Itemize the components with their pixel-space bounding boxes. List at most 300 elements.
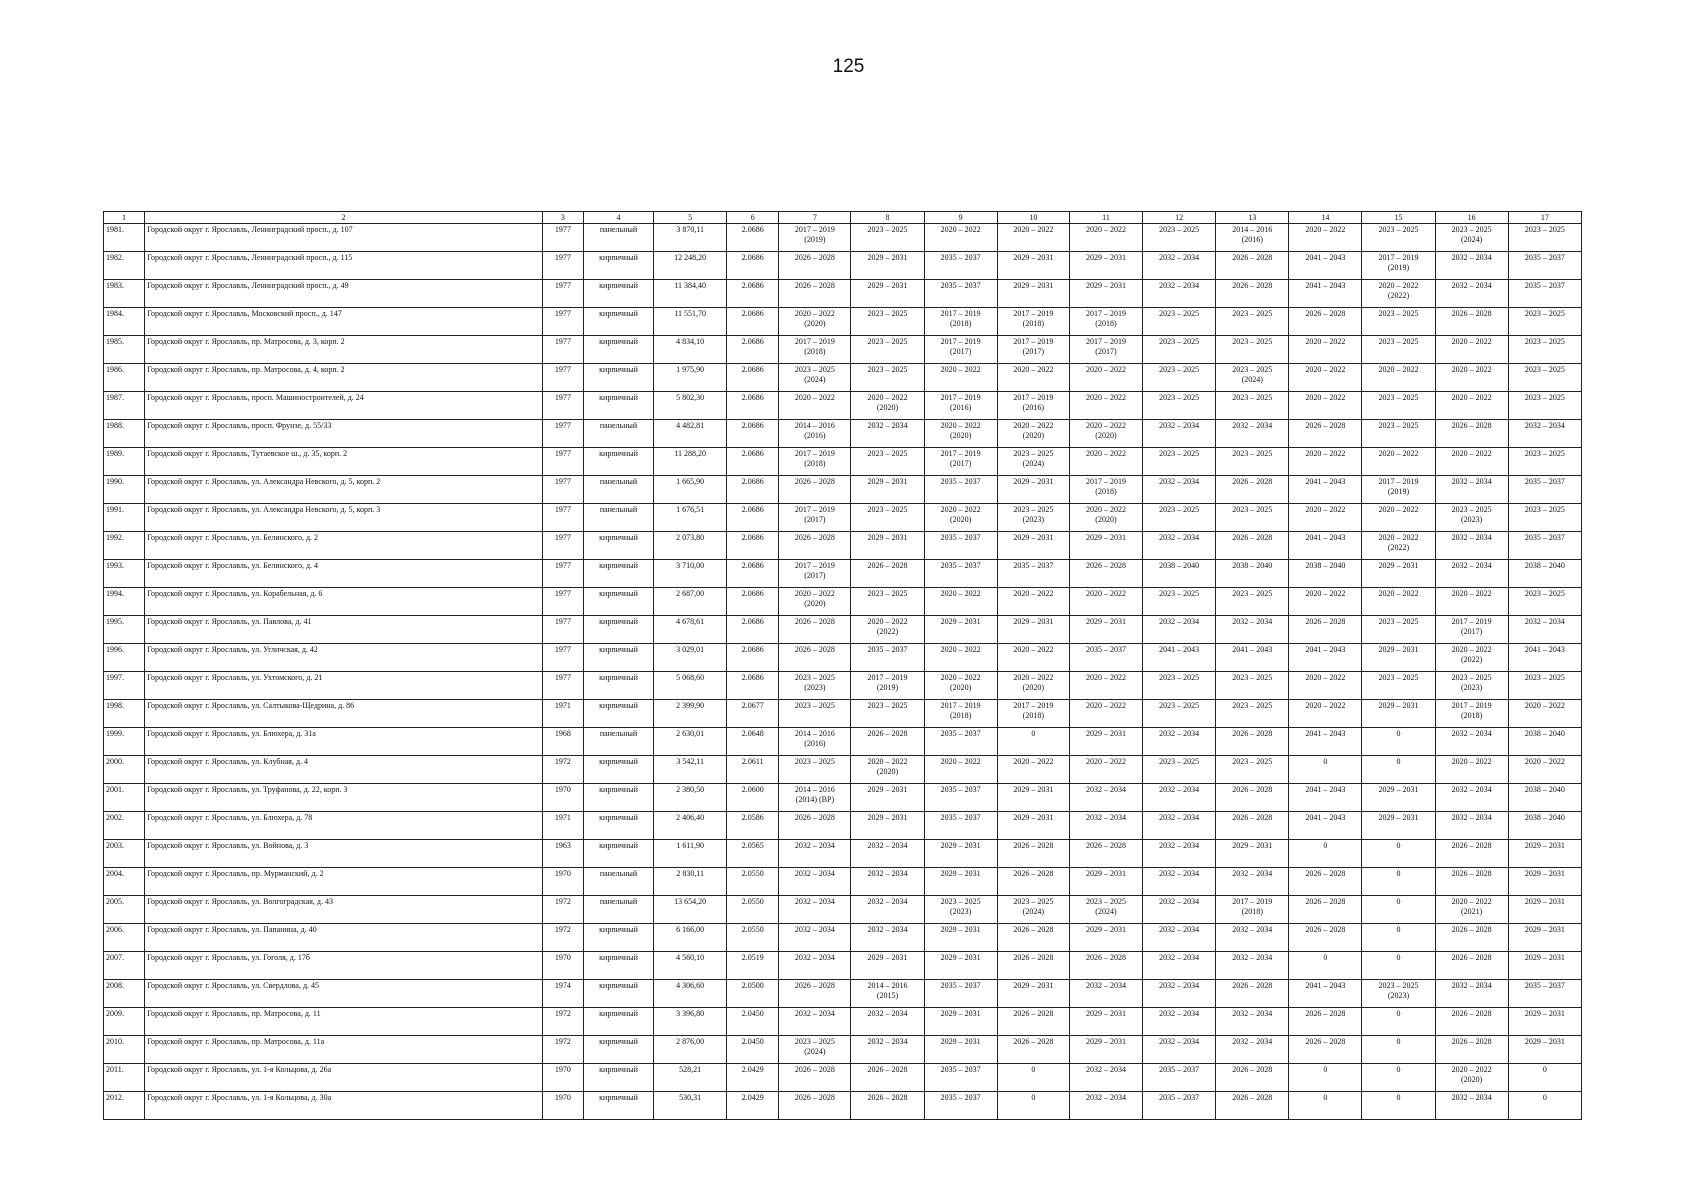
column-header: 14 — [1289, 212, 1362, 224]
table-cell: 2020 – 2022 (2020) — [1069, 420, 1142, 448]
table-cell: 2032 – 2034 — [1216, 868, 1289, 896]
table-cell: 2029 – 2031 — [997, 252, 1069, 280]
table-cell: 2035 – 2037 — [1508, 476, 1581, 504]
table-cell: 2032 – 2034 — [851, 1036, 924, 1064]
table-cell: 2 876,00 — [654, 1036, 727, 1064]
table-cell: 2026 – 2028 — [1216, 812, 1289, 840]
table-cell: панельный — [583, 868, 653, 896]
row-number-cell: 2008. — [104, 980, 145, 1008]
table-row — [104, 1008, 1582, 1036]
table-cell: 2023 – 2025 — [1143, 672, 1216, 700]
table-cell: 2026 – 2028 — [997, 840, 1069, 868]
table-cell: 2020 – 2022 — [997, 588, 1069, 616]
table-cell: 2023 – 2025 — [851, 224, 924, 252]
table-cell: 2032 – 2034 — [1435, 1092, 1508, 1120]
table-cell: 2029 – 2031 — [1508, 1008, 1581, 1036]
table-row — [104, 252, 1582, 280]
row-number-cell: 1993. — [104, 560, 145, 588]
table-cell: 2029 – 2031 — [1069, 1036, 1142, 1064]
table-cell: 1970 — [542, 868, 583, 896]
table-cell: 2026 – 2028 — [1289, 924, 1362, 952]
table-cell: 2026 – 2028 — [1435, 308, 1508, 336]
table-cell: 2020 – 2022 — [1289, 588, 1362, 616]
table-cell: 2023 – 2025 — [1216, 756, 1289, 784]
table-cell: 5 802,30 — [654, 392, 727, 420]
address-cell: Городской округ г. Ярославль, ул. Блюхера, д. 78 — [145, 812, 543, 840]
table-cell: 2029 – 2031 — [1069, 1008, 1142, 1036]
table-cell: 2029 – 2031 — [1069, 616, 1142, 644]
table-cell: 1977 — [542, 616, 583, 644]
table-cell: 2017 – 2019 (2018) — [997, 308, 1069, 336]
table-cell: 2023 – 2025 (2023) — [1435, 504, 1508, 532]
table-cell: 2032 – 2034 — [1435, 252, 1508, 280]
row-number-cell: 1984. — [104, 308, 145, 336]
table-cell: 2026 – 2028 — [1289, 616, 1362, 644]
table-cell: 2020 – 2022 — [1362, 364, 1435, 392]
address-cell: Городской округ г. Ярославль, ул. Труфанова, д. 22, корп. 3 — [145, 784, 543, 812]
table-cell: 2026 – 2028 — [779, 280, 851, 308]
table-cell: 1977 — [542, 672, 583, 700]
table-cell: 2026 – 2028 — [779, 812, 851, 840]
table-cell: 2020 – 2022 — [1069, 672, 1142, 700]
table-cell: 2020 – 2022 — [997, 364, 1069, 392]
table-cell: 2026 – 2028 — [779, 1064, 851, 1092]
table-cell: 2026 – 2028 — [1435, 924, 1508, 952]
table-cell: 2023 – 2025 — [1508, 504, 1581, 532]
table-cell: 2038 – 2040 — [1508, 812, 1581, 840]
table-cell: 0 — [1362, 840, 1435, 868]
table-cell: кирпичный — [583, 1092, 653, 1120]
address-cell: Городской округ г. Ярославль, пр. Матросова, д. 11 — [145, 1008, 543, 1036]
row-number-cell: 1983. — [104, 280, 145, 308]
table-cell: 2032 – 2034 — [1143, 532, 1216, 560]
table-cell: 2 830,11 — [654, 868, 727, 896]
row-number-cell: 2011. — [104, 1064, 145, 1092]
table-cell: 2.0429 — [727, 1092, 779, 1120]
table-cell: 2020 – 2022 (2020) — [997, 672, 1069, 700]
column-header: 3 — [542, 212, 583, 224]
table-cell: 2035 – 2037 — [924, 560, 997, 588]
table-cell: 2020 – 2022 — [1435, 336, 1508, 364]
table-cell: 2017 – 2019 (2016) — [924, 392, 997, 420]
table-cell: 2029 – 2031 — [997, 616, 1069, 644]
table-row — [104, 1064, 1582, 1092]
table-cell: 3 870,11 — [654, 224, 727, 252]
table-cell: 1974 — [542, 980, 583, 1008]
table-cell: 1970 — [542, 952, 583, 980]
table-cell: 2023 – 2025 — [1508, 448, 1581, 476]
address-cell: Городской округ г. Ярославль, пр. Мурманский, д. 2 — [145, 868, 543, 896]
table-cell: 2023 – 2025 — [851, 448, 924, 476]
table-cell: 2032 – 2034 — [1069, 1064, 1142, 1092]
table-cell: 2041 – 2043 — [1216, 644, 1289, 672]
table-cell: 2023 – 2025 — [851, 588, 924, 616]
address-cell: Городской округ г. Ярославль, просп. Машиностроителей, д. 24 — [145, 392, 543, 420]
table-cell: кирпичный — [583, 924, 653, 952]
table-cell: 6 166,00 — [654, 924, 727, 952]
table-cell: 2029 – 2031 — [1508, 1036, 1581, 1064]
table-cell: 2032 – 2034 — [851, 1008, 924, 1036]
table-cell: 3 396,80 — [654, 1008, 727, 1036]
table-row — [104, 336, 1582, 364]
table-row — [104, 616, 1582, 644]
table-cell: 0 — [1362, 952, 1435, 980]
table-cell: 1972 — [542, 1036, 583, 1064]
table-cell: 2017 – 2019 (2019) — [851, 672, 924, 700]
table-cell: 3 542,11 — [654, 756, 727, 784]
table-cell: 2023 – 2025 — [1508, 336, 1581, 364]
table-cell: 1977 — [542, 392, 583, 420]
row-number-cell: 1989. — [104, 448, 145, 476]
table-cell: 2035 – 2037 — [924, 1064, 997, 1092]
table-cell: 3 029,01 — [654, 644, 727, 672]
table-cell: 2026 – 2028 — [997, 868, 1069, 896]
table-cell: 2032 – 2034 — [1143, 896, 1216, 924]
table-cell: 1971 — [542, 700, 583, 728]
table-cell: кирпичный — [583, 336, 653, 364]
table-row — [104, 868, 1582, 896]
table-row — [104, 784, 1582, 812]
row-number-cell: 1998. — [104, 700, 145, 728]
table-cell: 2026 – 2028 — [779, 616, 851, 644]
table-cell: 2020 – 2022 (2020) — [924, 420, 997, 448]
table-cell: 2023 – 2025 — [1508, 308, 1581, 336]
table-cell: 2029 – 2031 — [997, 476, 1069, 504]
table-cell: 2029 – 2031 — [851, 476, 924, 504]
row-number-cell: 2001. — [104, 784, 145, 812]
table-cell: 2032 – 2034 — [1143, 476, 1216, 504]
table-cell: 2023 – 2025 — [1216, 448, 1289, 476]
address-cell: Городской округ г. Ярославль, ул. Павлова, д. 41 — [145, 616, 543, 644]
table-cell: 13 654,20 — [654, 896, 727, 924]
table-cell: 2.0686 — [727, 504, 779, 532]
row-number-cell: 2003. — [104, 840, 145, 868]
table-cell: кирпичный — [583, 280, 653, 308]
table-cell: 1 611,90 — [654, 840, 727, 868]
table-cell: 1972 — [542, 924, 583, 952]
table-cell: 2.0686 — [727, 448, 779, 476]
table-cell: 0 — [997, 1092, 1069, 1120]
table-cell: 2.0519 — [727, 952, 779, 980]
table-cell: 2020 – 2022 — [1289, 392, 1362, 420]
table-cell: 2023 – 2025 — [851, 504, 924, 532]
table-cell: 2026 – 2028 — [997, 924, 1069, 952]
table-cell: 2041 – 2043 — [1143, 644, 1216, 672]
table-cell: кирпичный — [583, 1036, 653, 1064]
table-cell: 2032 – 2034 — [1508, 420, 1581, 448]
table-cell: 2017 – 2019 (2018) — [1435, 700, 1508, 728]
table-cell: 2029 – 2031 — [1362, 784, 1435, 812]
table-cell: 2020 – 2022 — [1435, 448, 1508, 476]
table-cell: 2020 – 2022 — [997, 224, 1069, 252]
table-cell: 4 560,10 — [654, 952, 727, 980]
table-cell: 1977 — [542, 532, 583, 560]
address-cell: Городской округ г. Ярославль, ул. 1-я Кольцова, д. 26а — [145, 1064, 543, 1092]
table-cell: 2.0550 — [727, 924, 779, 952]
table-cell: 2023 – 2025 — [1143, 504, 1216, 532]
table-cell: 2035 – 2037 — [997, 560, 1069, 588]
address-cell: Городской округ г. Ярославль, ул. Гоголя, д. 17б — [145, 952, 543, 980]
table-cell: 2032 – 2034 — [1143, 980, 1216, 1008]
table-cell: кирпичный — [583, 784, 653, 812]
address-cell: Городской округ г. Ярославль, Тутаевское ш., д. 35, корп. 2 — [145, 448, 543, 476]
table-cell: 2032 – 2034 — [1143, 812, 1216, 840]
table-row — [104, 280, 1582, 308]
table-cell: 2017 – 2019 (2017) — [779, 504, 851, 532]
table-cell: 2041 – 2043 — [1508, 644, 1581, 672]
table-cell: 2035 – 2037 — [1508, 252, 1581, 280]
table-cell: 1977 — [542, 280, 583, 308]
table-cell: 2035 – 2037 — [924, 980, 997, 1008]
table-cell: 2017 – 2019 (2018) — [997, 700, 1069, 728]
table-row — [104, 728, 1582, 756]
table-cell: 2026 – 2028 — [851, 560, 924, 588]
table-cell: 2023 – 2025 — [1143, 224, 1216, 252]
table-cell: 2014 – 2016 (2014) (ВР) — [779, 784, 851, 812]
table-cell: 2029 – 2031 — [924, 1036, 997, 1064]
table-cell: 2035 – 2037 — [1508, 980, 1581, 1008]
table-cell: 2032 – 2034 — [1143, 616, 1216, 644]
table-cell: 2017 – 2019 (2017) — [1069, 336, 1142, 364]
table-cell: 2023 – 2025 — [1362, 420, 1435, 448]
table-cell: 2029 – 2031 — [924, 616, 997, 644]
table-cell: 1972 — [542, 896, 583, 924]
table-cell: кирпичный — [583, 448, 653, 476]
table-cell: кирпичный — [583, 532, 653, 560]
table-cell: 2023 – 2025 (2024) — [779, 364, 851, 392]
table-cell: 2026 – 2028 — [1435, 1008, 1508, 1036]
table-cell: 2020 – 2022 — [1435, 392, 1508, 420]
table-cell: 2.0429 — [727, 1064, 779, 1092]
table-cell: 2023 – 2025 (2024) — [1069, 896, 1142, 924]
table-cell: 1963 — [542, 840, 583, 868]
row-number-cell: 2004. — [104, 868, 145, 896]
address-cell: Городской округ г. Ярославль, Ленинградский просп., д. 49 — [145, 280, 543, 308]
table-cell: 2026 – 2028 — [779, 476, 851, 504]
table-cell: 2041 – 2043 — [1289, 644, 1362, 672]
table-cell: 2.0550 — [727, 896, 779, 924]
table-cell: кирпичный — [583, 980, 653, 1008]
table-cell: 2.0565 — [727, 840, 779, 868]
table-cell: 2023 – 2025 (2023) — [924, 896, 997, 924]
table-cell: 2020 – 2022 (2022) — [1362, 532, 1435, 560]
table-cell: 0 — [1508, 1092, 1581, 1120]
table-cell: 2 399,90 — [654, 700, 727, 728]
table-cell: 1977 — [542, 252, 583, 280]
table-cell: 2029 – 2031 — [997, 532, 1069, 560]
table-row — [104, 448, 1582, 476]
table-cell: 1968 — [542, 728, 583, 756]
table-cell: 2038 – 2040 — [1143, 560, 1216, 588]
table-cell: 2041 – 2043 — [1289, 784, 1362, 812]
table-cell: 2038 – 2040 — [1508, 728, 1581, 756]
table-cell: 0 — [1362, 924, 1435, 952]
column-header: 8 — [851, 212, 924, 224]
table-cell: панельный — [583, 504, 653, 532]
row-number-cell: 1992. — [104, 532, 145, 560]
table-cell: 2026 – 2028 — [1435, 1036, 1508, 1064]
table-cell: кирпичный — [583, 700, 653, 728]
table-cell: 2029 – 2031 — [1508, 896, 1581, 924]
row-number-cell: 1990. — [104, 476, 145, 504]
table-cell: 2020 – 2022 — [997, 756, 1069, 784]
row-number-cell: 1985. — [104, 336, 145, 364]
table-cell: 2029 – 2031 — [1508, 924, 1581, 952]
table-cell: 2023 – 2025 — [1508, 364, 1581, 392]
table-cell: 2041 – 2043 — [1289, 812, 1362, 840]
table-cell: 2032 – 2034 — [1435, 812, 1508, 840]
table-cell: 2.0686 — [727, 364, 779, 392]
table-cell: 1977 — [542, 476, 583, 504]
table-cell: кирпичный — [583, 840, 653, 868]
table-cell: 2026 – 2028 — [1289, 896, 1362, 924]
table-cell: 2026 – 2028 — [1216, 532, 1289, 560]
table-cell: 2020 – 2022 — [1435, 364, 1508, 392]
table-cell: 2023 – 2025 — [1143, 392, 1216, 420]
table-cell: 2026 – 2028 — [779, 532, 851, 560]
table-cell: 2038 – 2040 — [1216, 560, 1289, 588]
table-cell: 2023 – 2025 (2023) — [997, 504, 1069, 532]
table-row — [104, 1036, 1582, 1064]
table-body — [104, 212, 1582, 1120]
table-cell: 4 834,10 — [654, 336, 727, 364]
table-cell: 2023 – 2025 — [1216, 588, 1289, 616]
table-cell: 2017 – 2019 (2016) — [997, 392, 1069, 420]
table-cell: 2020 – 2022 — [1069, 700, 1142, 728]
table-cell: 2032 – 2034 — [851, 868, 924, 896]
table-cell: 2032 – 2034 — [1143, 280, 1216, 308]
table-cell: кирпичный — [583, 588, 653, 616]
table-cell: 2026 – 2028 — [1435, 840, 1508, 868]
table-cell: 2023 – 2025 — [1143, 756, 1216, 784]
table-cell: 2.0686 — [727, 224, 779, 252]
table-cell: 1 665,90 — [654, 476, 727, 504]
table-cell: 2026 – 2028 — [1216, 1064, 1289, 1092]
table-cell: 2020 – 2022 (2020) — [851, 392, 924, 420]
table-cell: 2020 – 2022 — [1069, 224, 1142, 252]
table-cell: 0 — [1362, 1008, 1435, 1036]
address-cell: Городской округ г. Ярославль, пр. Матросова, д. 3, корп. 2 — [145, 336, 543, 364]
table-cell: 2035 – 2037 — [924, 532, 997, 560]
table-cell: 2.0500 — [727, 980, 779, 1008]
table-cell: 2023 – 2025 — [1362, 392, 1435, 420]
column-header: 12 — [1143, 212, 1216, 224]
table-cell: 2032 – 2034 — [1069, 980, 1142, 1008]
table-cell: 2029 – 2031 — [924, 868, 997, 896]
table-cell: 2023 – 2025 — [1143, 336, 1216, 364]
table-cell: 2017 – 2019 (2018) — [779, 336, 851, 364]
address-cell: Городской округ г. Ярославль, Московский просп., д. 147 — [145, 308, 543, 336]
table-cell: 2035 – 2037 — [1143, 1064, 1216, 1092]
column-header: 16 — [1435, 212, 1508, 224]
table-row — [104, 644, 1582, 672]
table-cell: 2023 – 2025 — [1216, 308, 1289, 336]
table-cell: 2017 – 2019 (2017) — [779, 560, 851, 588]
row-number-cell: 1999. — [104, 728, 145, 756]
table-cell: 2.0677 — [727, 700, 779, 728]
table-cell: 2023 – 2025 (2023) — [1362, 980, 1435, 1008]
column-header: 4 — [583, 212, 653, 224]
table-cell: 2029 – 2031 — [1362, 812, 1435, 840]
table-cell: панельный — [583, 476, 653, 504]
table-cell: 1972 — [542, 1008, 583, 1036]
table-row — [104, 700, 1582, 728]
table-row — [104, 364, 1582, 392]
table-cell: 2.0686 — [727, 280, 779, 308]
table-cell: 2026 – 2028 — [1289, 420, 1362, 448]
table-cell: 2 380,50 — [654, 784, 727, 812]
table-cell: 1977 — [542, 308, 583, 336]
table-cell: 2020 – 2022 (2020) — [997, 420, 1069, 448]
table-cell: 1977 — [542, 560, 583, 588]
table-cell: 2032 – 2034 — [1069, 812, 1142, 840]
address-cell: Городской округ г. Ярославль, Ленинградский просп., д. 115 — [145, 252, 543, 280]
table-cell: 2014 – 2016 (2016) — [1216, 224, 1289, 252]
table-cell: 2020 – 2022 — [924, 588, 997, 616]
table-cell: 2035 – 2037 — [924, 728, 997, 756]
table-cell: 2023 – 2025 — [851, 308, 924, 336]
table-row — [104, 224, 1582, 252]
table-cell: 2014 – 2016 (2016) — [779, 728, 851, 756]
table-cell: 2023 – 2025 — [779, 700, 851, 728]
table-cell: 4 482,81 — [654, 420, 727, 448]
table-cell: 2026 – 2028 — [1069, 952, 1142, 980]
table-cell: 2032 – 2034 — [1143, 840, 1216, 868]
table-cell: 2.0686 — [727, 252, 779, 280]
address-cell: Городской округ г. Ярославль, ул. Блюхера, д. 31а — [145, 728, 543, 756]
column-header: 10 — [997, 212, 1069, 224]
table-cell: 2020 – 2022 (2020) — [1435, 1064, 1508, 1092]
table-cell: 2017 – 2019 (2019) — [1362, 476, 1435, 504]
table-cell: 2020 – 2022 — [924, 364, 997, 392]
table-cell: 2032 – 2034 — [779, 924, 851, 952]
table-row — [104, 812, 1582, 840]
table-cell: 2020 – 2022 — [1435, 756, 1508, 784]
table-cell: 2032 – 2034 — [851, 840, 924, 868]
table-cell: 2 406,40 — [654, 812, 727, 840]
table-cell: 2023 – 2025 (2024) — [997, 448, 1069, 476]
address-cell: Городской округ г. Ярославль, ул. Александра Невского, д. 5, корп. 2 — [145, 476, 543, 504]
table-cell: 2032 – 2034 — [1435, 280, 1508, 308]
table-cell: 2.0686 — [727, 336, 779, 364]
table-cell: 2035 – 2037 — [1508, 280, 1581, 308]
column-header: 5 — [654, 212, 727, 224]
table-cell: 1977 — [542, 364, 583, 392]
table-cell: 2020 – 2022 — [1362, 448, 1435, 476]
table-row — [104, 756, 1582, 784]
table-cell: 2029 – 2031 — [997, 280, 1069, 308]
table-row — [104, 896, 1582, 924]
table-row — [104, 560, 1582, 588]
table-row — [104, 532, 1582, 560]
table-cell: 2.0686 — [727, 616, 779, 644]
table-cell: 2032 – 2034 — [851, 924, 924, 952]
table-cell: 2029 – 2031 — [1069, 532, 1142, 560]
row-number-cell: 1991. — [104, 504, 145, 532]
table-cell: 2020 – 2022 — [1508, 756, 1581, 784]
table-cell: 2032 – 2034 — [1143, 252, 1216, 280]
table-cell: 2023 – 2025 — [851, 364, 924, 392]
table-cell: 2023 – 2025 — [1216, 504, 1289, 532]
table-row — [104, 420, 1582, 448]
table-cell: 2023 – 2025 — [851, 336, 924, 364]
table-cell: 0 — [1362, 1036, 1435, 1064]
table-cell: 0 — [1362, 728, 1435, 756]
row-number-cell: 2007. — [104, 952, 145, 980]
address-cell: Городской округ г. Ярославль, ул. Ухтомского, д. 21 — [145, 672, 543, 700]
table-cell: 2.0450 — [727, 1008, 779, 1036]
table-cell: кирпичный — [583, 812, 653, 840]
